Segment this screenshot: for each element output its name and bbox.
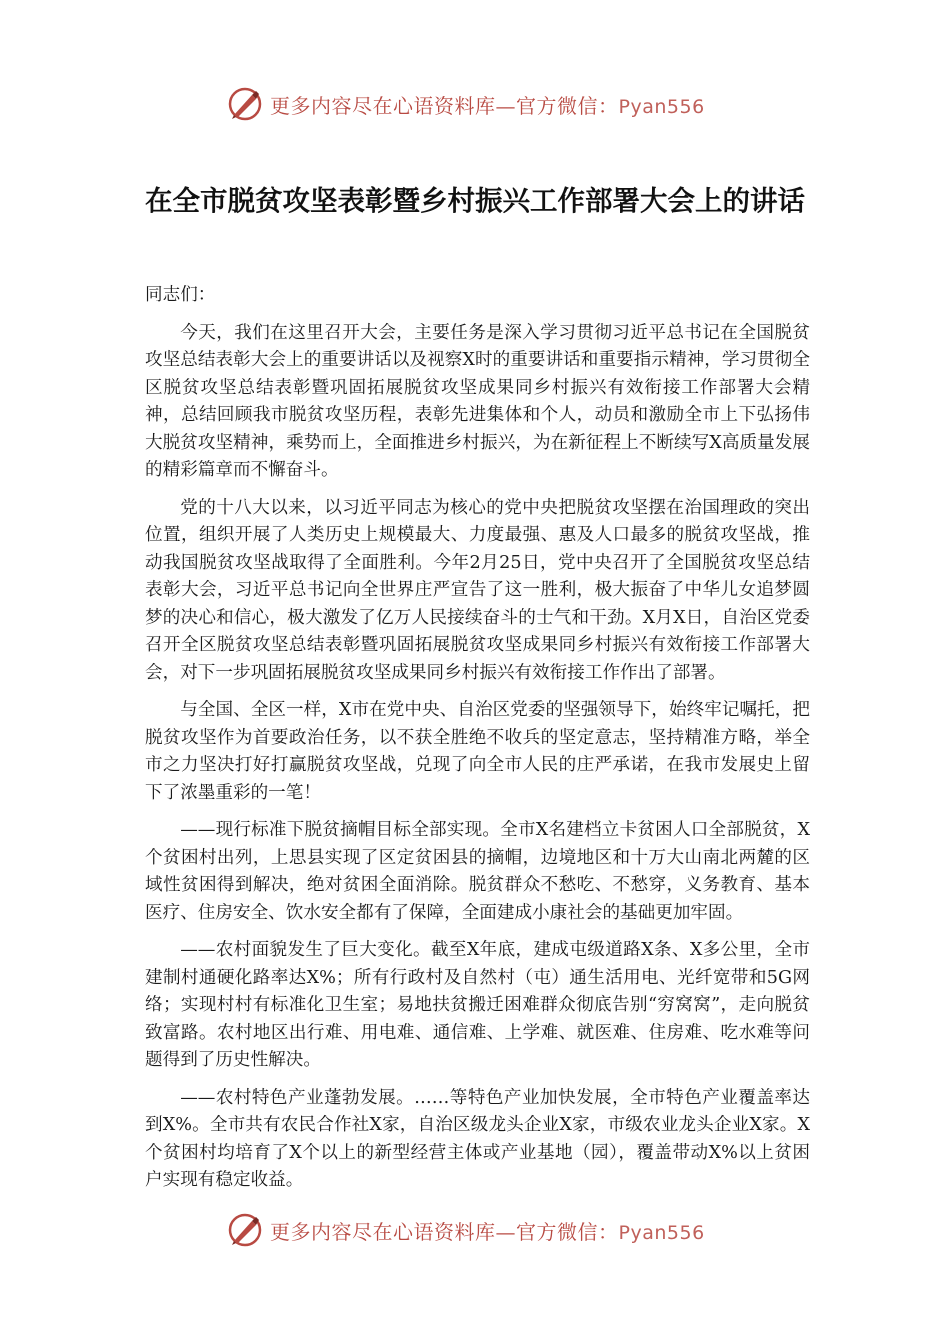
- document-body: [145, 282, 810, 1205]
- footer-banner-text: 更多内容尽在心语资料库—官方微信：Pyan556: [270, 1219, 705, 1244]
- paragraph: ——农村面貌发生了巨大变化。截至X年底，建成屯级道路X条、X多公里，全市建制村通硬化路率达X%；所有行政村及自然村（屯）通生活用电、光纤宽带和5G网络；实现村村有标准化卫生室；易地扶贫搬迁困难群众彻底告别“穷窝窝”，走向脱贫致富路。农村地区出行难、用电难、通信难、上学难、就医难、住房难、吃水难等问题得到了历史性解决。: [145, 940, 810, 1070]
- salutation: 同志们：: [145, 285, 216, 305]
- header-banner: [226, 84, 746, 124]
- paragraph: ——现行标准下脱贫摘帽目标全部实现。全市X名建档立卡贫困人口全部脱贫，X个贫困村出列，上思县实现了区定贫困县的摘帽，边境地区和十万大山南北两麓的区域性贫困得到解决，绝对贫困全面消除。脱贫群众不愁吃、不愁穿，义务教育、基本医疗、住房安全、饮水安全都有了保障，全面建成小康社会的基础更加牢固。: [145, 820, 810, 923]
- pen-logo-icon: [226, 1211, 264, 1249]
- footer-banner: [226, 1210, 746, 1250]
- paragraph: 今天，我们在这里召开大会，主要任务是深入学习贯彻习近平总书记在全国脱贫攻坚总结表彰大会上的重要讲话以及视察X时的重要讲话和重要指示精神，学习贯彻全区脱贫攻坚总结表彰暨巩固拓展脱贫攻坚成果同乡村振兴有效衔接工作部署大会精神，总结回顾我市脱贫攻坚历程，表彰先进集体和个人，动员和激励全市上下弘扬伟大脱贫攻坚精神，乘势而上，全面推进乡村振兴，为在新征程上不断续写X高质量发展的精彩篇章而不懈奋斗。: [145, 322, 810, 480]
- footer-banner-handle: Pyan556: [618, 1221, 705, 1244]
- pen-logo-icon: [226, 85, 264, 123]
- page-title: 在全市脱贫攻坚表彰暨乡村振兴工作部署大会上的讲话: [145, 185, 805, 217]
- header-banner-text: 更多内容尽在心语资料库—官方微信：Pyan556: [270, 93, 705, 118]
- paragraph: ——农村特色产业蓬勃发展。……等特色产业加快发展，全市特色产业覆盖率达到X%。全市共有农民合作社X家，自治区级龙头企业X家，市级农业龙头企业X家。X个贫困村均培育了X个以上的新型经营主体或产业基地（园），覆盖带动X%以上贫困户实现有稳定收益。: [145, 1087, 810, 1190]
- paragraph: 与全国、全区一样，X市在党中央、自治区党委的坚强领导下，始终牢记嘱托，把脱贫攻坚作为首要政治任务，以不获全胜绝不收兵的坚定意志，坚持精准方略，举全市之力坚决打好打赢脱贫攻坚战，兑现了向全市人民的庄严承诺，在我市发展史上留下了浓墨重彩的一笔！: [145, 700, 810, 803]
- header-banner-handle: Pyan556: [618, 95, 705, 118]
- paragraph: 党的十八大以来，以习近平同志为核心的党中央把脱贫攻坚摆在治国理政的突出位置，组织开展了人类历史上规模最大、力度最强、惠及人口最多的脱贫攻坚战，推动我国脱贫攻坚战取得了全面胜利。今年2月25日，党中央召开了全国脱贫攻坚总结表彰大会，习近平总书记向全世界庄严宣告了这一胜利，极大振奋了中华儿女追梦圆梦的决心和信心，极大激发了亿万人民接续奋斗的士气和干劲。X月X日，自治区党委召开全区脱贫攻坚总结表彰暨巩固拓展脱贫攻坚成果同乡村振兴有效衔接工作部署大会，对下一步巩固拓展脱贫攻坚成果同乡村振兴有效衔接工作作出了部署。: [145, 497, 810, 683]
